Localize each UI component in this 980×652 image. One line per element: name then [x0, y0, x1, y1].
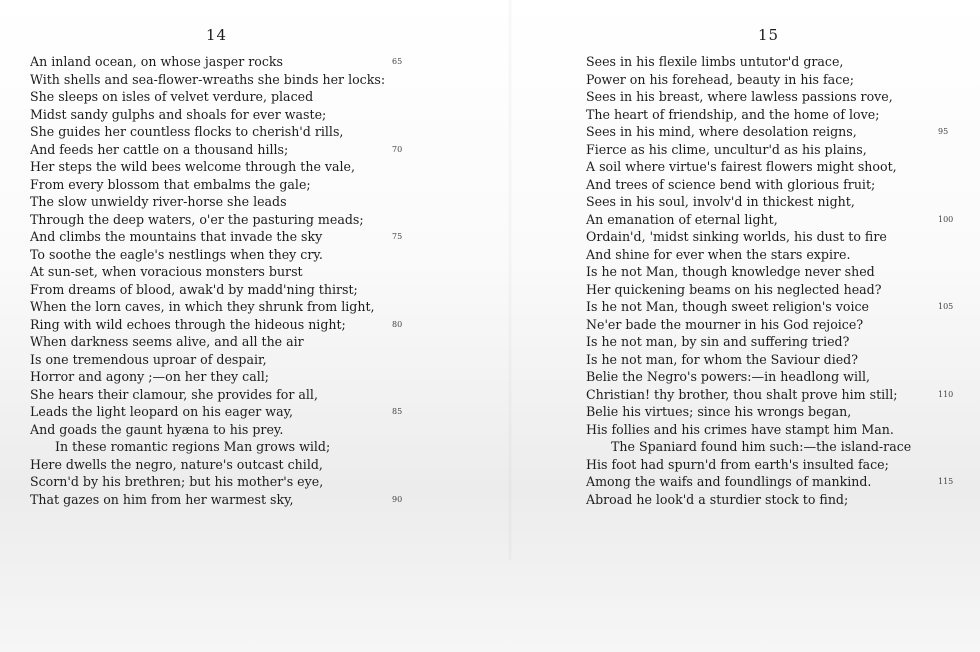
verse-text: And climbs the mountains that invade the sky: [30, 229, 323, 244]
verse-text: Power on his forehead, beauty in his face;: [586, 71, 854, 87]
verse-line: [586, 106, 966, 124]
verse-text: Her quickening beams on his neglected head?: [586, 281, 882, 297]
verse-text: Is he not man, by sin and suffering tried?: [586, 334, 850, 349]
verse-line: [30, 403, 420, 421]
verse-text: Is he not man, for whom the Saviour died?: [586, 351, 858, 367]
verse-text: Through the deep waters, o'er the pasturing meads;: [30, 211, 364, 227]
verse-line: [586, 211, 966, 229]
verse-text: Here dwells the negro, nature's outcast child,: [30, 456, 323, 472]
verse-text: Horror and agony ;—on her they call;: [30, 369, 269, 384]
verse-line: [30, 211, 420, 229]
verse-text: Is he not Man, though sweet religion's voice: [586, 299, 870, 314]
verse-text: The slow unwieldy river-horse she leads: [30, 194, 287, 209]
verse-line: [30, 438, 420, 456]
verse-text: His foot had spurn'd from earth's insulted face;: [586, 456, 889, 472]
verse-line: [586, 176, 966, 194]
verse-text: A soil where virtue's fairest flowers might shoot,: [586, 159, 897, 174]
verse-text: She guides her countless flocks to cherish'd rills,: [30, 124, 344, 139]
verse-line: [30, 228, 420, 246]
verse-text: The heart of friendship, and the home of love;: [586, 106, 880, 122]
verse-line: [30, 88, 420, 106]
line-number: 100: [938, 214, 954, 224]
gutter: [508, 0, 512, 560]
verse-text: Christian! thy brother, thou shalt prove him still;: [586, 386, 898, 402]
verse-line: [586, 421, 966, 439]
line-number: 110: [938, 389, 954, 399]
verse-text: An emanation of eternal light,: [586, 211, 778, 227]
poem-lines: [30, 53, 420, 508]
verse-text: Scorn'd by his brethren; but his mother's eye,: [30, 474, 324, 489]
verse-text: His follies and his crimes have stampt him Man.: [586, 421, 894, 437]
verse-line: [30, 421, 420, 439]
verse-line: [586, 351, 966, 369]
line-number: 85: [392, 407, 403, 416]
verse-line: [586, 491, 966, 509]
verse-line: [586, 403, 966, 421]
verse-text: At sun-set, when voracious monsters burst: [30, 264, 303, 279]
verse-text: Sees in his breast, where lawless passions rove,: [586, 89, 893, 104]
verse-line: [30, 158, 420, 176]
verse-line: [586, 473, 966, 491]
verse-text: Sees in his soul, involv'd in thickest night,: [586, 194, 855, 209]
verse-text: An inland ocean, on whose jasper rocks: [30, 54, 284, 69]
verse-text: Ordain'd, 'midst sinking worlds, his dust to fire: [586, 229, 887, 244]
verse-line: [30, 316, 420, 334]
verse-line: [586, 193, 966, 211]
verse-line: [30, 176, 420, 194]
verse-line: [30, 386, 420, 404]
verse-text: That gazes on him from her warmest sky,: [30, 491, 294, 507]
verse-text: From dreams of blood, awak'd by madd'ning thirst;: [30, 281, 358, 297]
verse-text: Ring with wild echoes through the hideous night;: [30, 316, 346, 332]
verse-line: [586, 228, 966, 246]
verse-text: Belie the Negro's powers:—in headlong will,: [586, 369, 871, 384]
verse-line: [30, 298, 420, 316]
line-number: 115: [938, 477, 954, 486]
verse-line: [30, 456, 420, 474]
verse-line: [30, 106, 420, 124]
verse-text: When the lorn caves, in which they shrunk from light,: [30, 299, 375, 314]
verse-text: Is he not Man, though knowledge never shed: [586, 264, 875, 279]
verse-line: [586, 456, 966, 474]
verse-line: [586, 438, 966, 456]
verse-line: [30, 333, 420, 351]
page-number: 14: [206, 26, 228, 44]
verse-line: [30, 193, 420, 211]
line-number: 80: [392, 319, 403, 329]
verse-line: [30, 473, 420, 491]
line-number: 70: [392, 144, 403, 154]
verse-line: [30, 281, 420, 299]
line-number: 105: [938, 302, 954, 311]
verse-text: Leads the light leopard on his eager way,: [30, 404, 294, 419]
verse-line: [586, 386, 966, 404]
line-number: 90: [392, 494, 403, 504]
verse-line: [30, 246, 420, 264]
verse-line: [30, 71, 420, 89]
verse-line: [586, 158, 966, 176]
verse-line: [30, 491, 420, 509]
verse-text: Sees in his flexile limbs untutor'd grace,: [586, 54, 844, 69]
verse-text: Her steps the wild bees welcome through the vale,: [30, 159, 356, 174]
verse-text: Belie his virtues; since his wrongs began,: [586, 404, 852, 419]
verse-text: Ne'er bade the mourner in his God rejoice?: [586, 316, 864, 332]
verse-line: [586, 246, 966, 264]
verse-line: [586, 141, 966, 159]
verse-line: [586, 316, 966, 334]
verse-text: The Spaniard found him such:—the island-race: [611, 439, 912, 454]
verse-line: [586, 71, 966, 89]
verse-line: [586, 298, 966, 316]
verse-text: Abroad he look'd a sturdier stock to find;: [586, 491, 849, 507]
verse-text: And goads the gaunt hyæna to his prey.: [30, 421, 284, 437]
poem-lines: [586, 53, 966, 508]
verse-line: [30, 123, 420, 141]
verse-line: [586, 88, 966, 106]
verse-line: [586, 333, 966, 351]
verse-text: And shine for ever when the stars expire.: [586, 246, 851, 262]
verse-line: [586, 368, 966, 386]
verse-line: [30, 53, 420, 71]
verse-text: With shells and sea-flower-wreaths she binds her locks:: [30, 71, 386, 87]
verse-line: [586, 53, 966, 71]
verse-text: She sleeps on isles of velvet verdure, placed: [30, 89, 314, 104]
verse-line: [586, 123, 966, 141]
page-number: 15: [758, 26, 780, 44]
line-number: 75: [392, 232, 403, 241]
verse-text: Midst sandy gulphs and shoals for ever waste;: [30, 106, 327, 122]
verse-text: When darkness seems alive, and all the air: [30, 334, 304, 349]
verse-line: [30, 141, 420, 159]
verse-text: Sees in his mind, where desolation reigns,: [586, 124, 857, 139]
verse-line: [30, 368, 420, 386]
verse-text: And trees of science bend with glorious fruit;: [586, 176, 876, 192]
verse-text: In these romantic regions Man grows wild;: [55, 439, 331, 454]
verse-line: [30, 263, 420, 281]
verse-text: Fierce as his clime, uncultur'd as his plains,: [586, 141, 867, 157]
line-number: 65: [392, 57, 403, 66]
verse-line: [586, 281, 966, 299]
verse-line: [30, 351, 420, 369]
verse-text: She hears their clamour, she provides for all,: [30, 386, 318, 402]
verse-line: [586, 263, 966, 281]
verse-text: Is one tremendous uproar of despair,: [30, 351, 267, 367]
verse-text: From every blossom that embalms the gale;: [30, 176, 311, 192]
verse-text: Among the waifs and foundlings of mankind.: [586, 474, 872, 489]
line-number: 95: [938, 127, 949, 136]
verse-text: And feeds her cattle on a thousand hills;: [30, 141, 289, 157]
verse-text: To soothe the eagle's nestlings when they cry.: [30, 246, 323, 262]
